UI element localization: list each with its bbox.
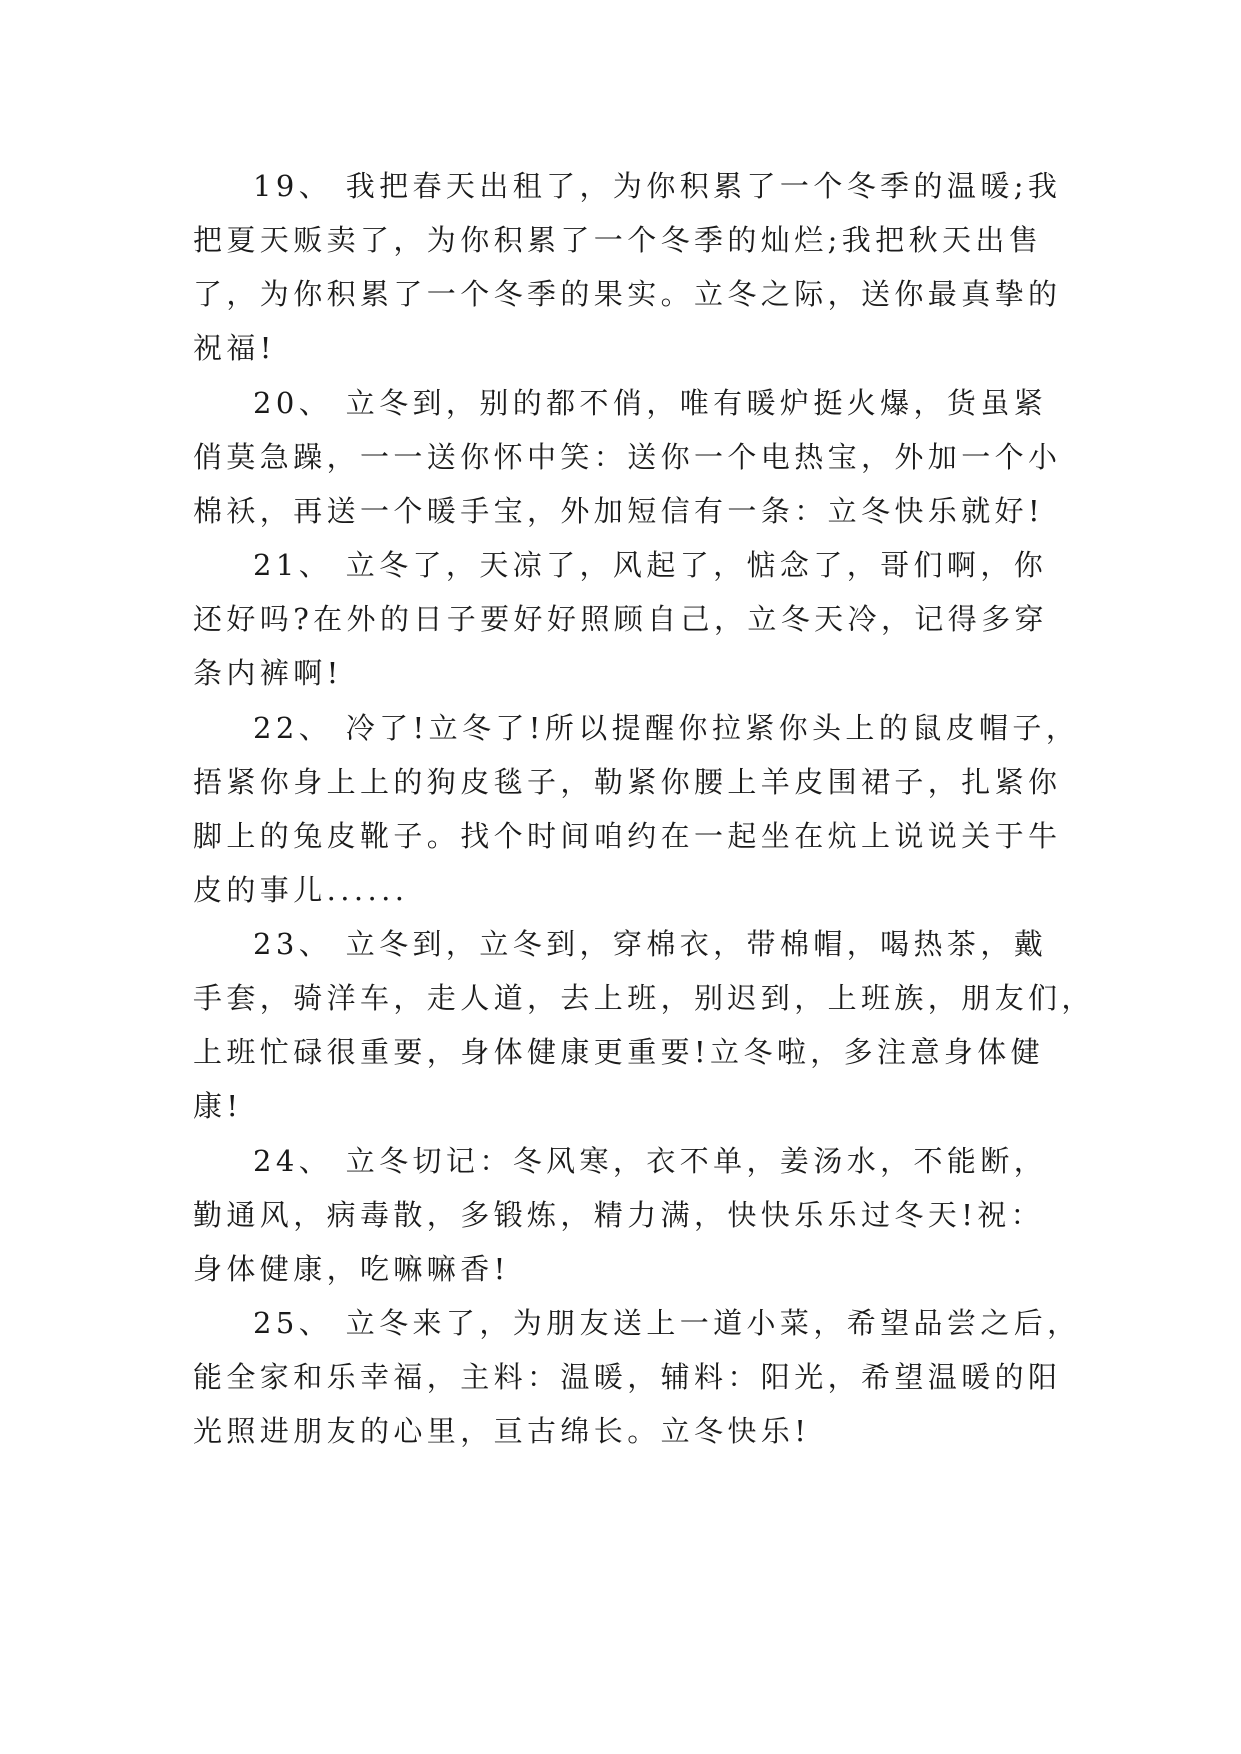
paragraph-24-line-3: 身体健康，吃嘛嘛香! <box>193 1252 510 1286</box>
paragraph-20-line-1: 20、 立冬到，别的都不俏，唯有暖炉挺火爆，货虽紧 <box>253 386 1048 420</box>
paragraph-23-line-3: 上班忙碌很重要，身体健康更重要!立冬啦，多注意身体健 <box>193 1035 1045 1069</box>
paragraph-22-line-1: 22、 冷了!立冬了!所以提醒你拉紧你头上的鼠皮帽子， <box>253 711 1080 745</box>
paragraph-24-line-2: 勤通风，病毒散，多锻炼，精力满，快快乐乐过冬天!祝： <box>193 1198 1045 1232</box>
paragraph-21-line-3: 条内裤啊! <box>193 656 343 690</box>
paragraph-22-line-2: 捂紧你身上上的狗皮毯子，勒紧你腰上羊皮围裙子，扎紧你 <box>193 765 1062 799</box>
paragraph-21-line-2: 还好吗?在外的日子要好好照顾自己，立冬天冷，记得多穿 <box>193 602 1048 636</box>
paragraph-20-line-3: 棉袄，再送一个暖手宝，外加短信有一条：立冬快乐就好! <box>193 494 1045 528</box>
paragraph-25-line-2: 能全家和乐幸福，主料：温暖，辅料：阳光，希望温暖的阳 <box>193 1360 1062 1394</box>
paragraph-22-line-4: 皮的事儿...... <box>193 873 409 907</box>
paragraph-19-line-4: 祝福! <box>193 331 276 365</box>
paragraph-21-line-1: 21、 立冬了，天凉了，风起了，惦念了，哥们啊，你 <box>253 548 1048 582</box>
paragraph-25-line-1: 25、 立冬来了，为朋友送上一道小菜，希望品尝之后， <box>253 1306 1081 1340</box>
paragraph-19-line-2: 把夏天贩卖了，为你积累了一个冬季的灿烂;我把秋天出售 <box>193 223 1043 257</box>
paragraph-19-line-3: 了，为你积累了一个冬季的果实。立冬之际，送你最真挚的 <box>193 277 1062 311</box>
paragraph-23-line-2: 手套，骑洋车，走人道，去上班，别迟到，上班族，朋友们， <box>193 981 1095 1015</box>
paragraph-19-line-1: 19、 我把春天出租了，为你积累了一个冬季的温暖;我 <box>253 169 1062 203</box>
paragraph-22-line-3: 脚上的兔皮靴子。找个时间咱约在一起坐在炕上说说关于牛 <box>193 819 1062 853</box>
paragraph-23-line-4: 康! <box>193 1089 243 1123</box>
paragraph-25-line-3: 光照进朋友的心里，亘古绵长。立冬快乐! <box>193 1414 811 1448</box>
paragraph-20-line-2: 俏莫急躁，一一送你怀中笑：送你一个电热宝，外加一个小 <box>193 440 1062 474</box>
paragraph-24-line-1: 24、 立冬切记：冬风寒，衣不单，姜汤水，不能断， <box>253 1144 1048 1178</box>
paragraph-23-line-1: 23、 立冬到，立冬到，穿棉衣，带棉帽，喝热茶，戴 <box>253 927 1048 961</box>
